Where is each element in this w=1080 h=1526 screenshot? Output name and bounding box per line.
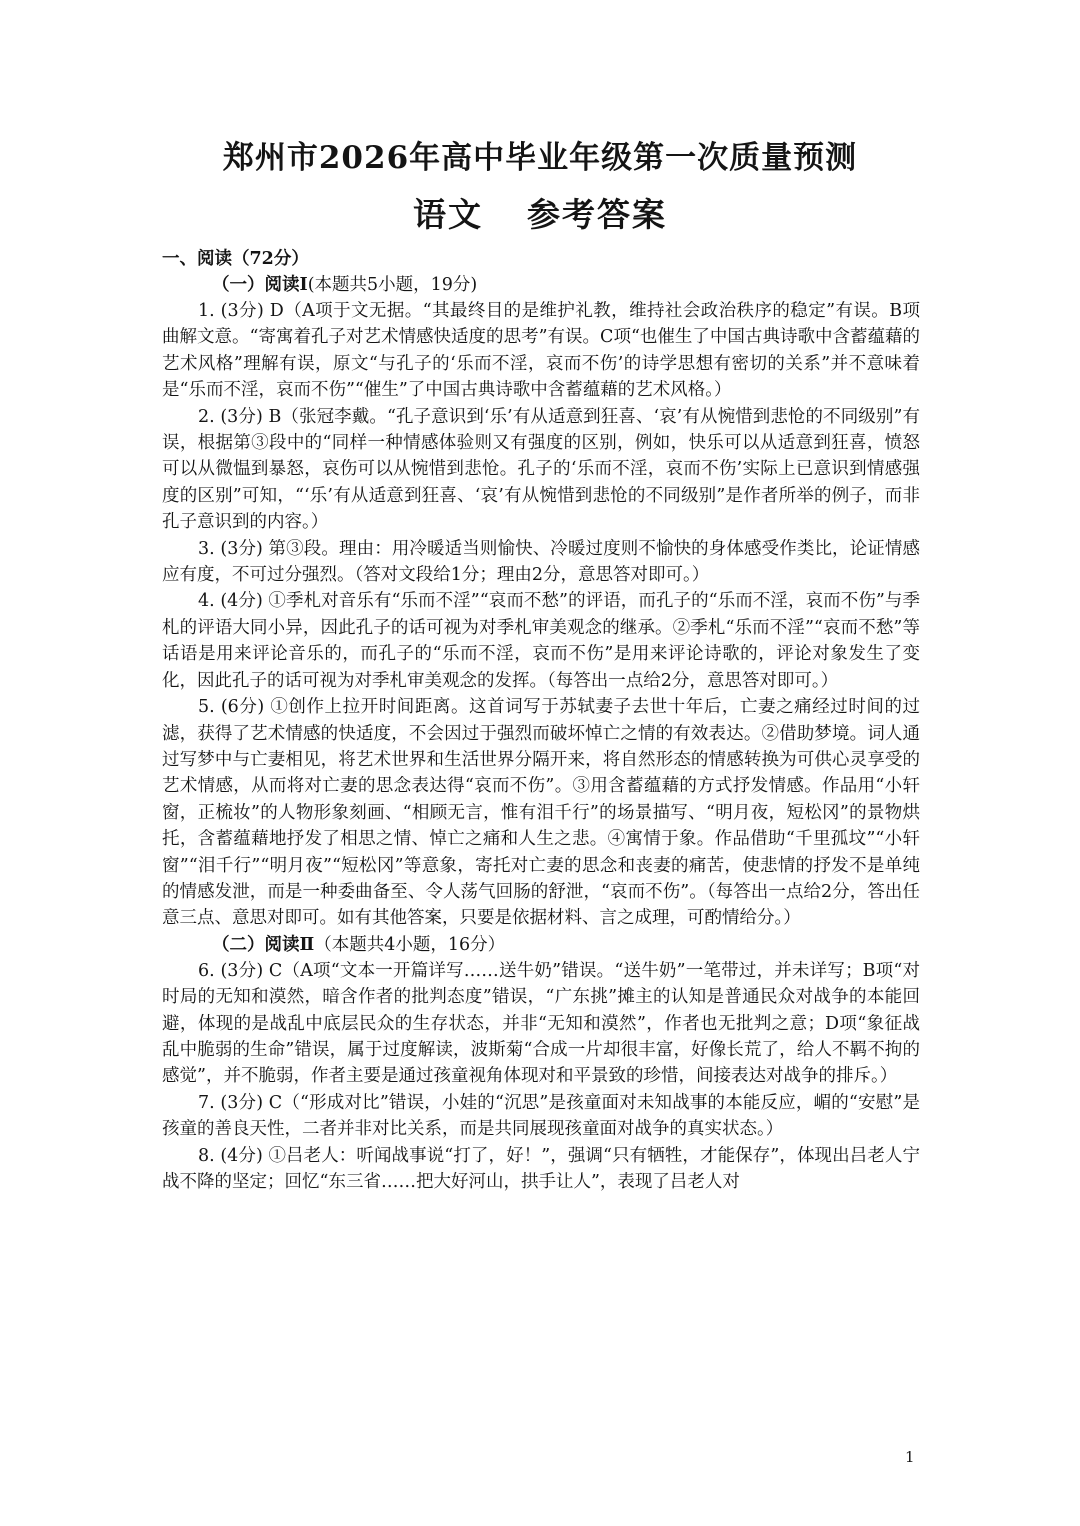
section-heading: 一、阅读（72分） <box>162 249 309 269</box>
subject-label: 语文 <box>413 195 483 234</box>
page-title: 郑州市2026年高中毕业年级第一次质量预测 <box>222 140 858 176</box>
subsection-label: （二）阅读Ⅱ <box>212 934 315 955</box>
subsection-note: （本题共4小题，16分） <box>314 934 506 955</box>
answer-key-label: 参考答案 <box>527 195 667 234</box>
answer-body <box>162 246 920 1195</box>
subsection-label: （一）阅读Ⅰ <box>212 275 308 295</box>
page-number: 1 <box>905 1448 915 1466</box>
answer-item-3: 3. (3分) 第③段。理由：用冷暖适当则愉快、冷暖过度则不愉快的身体感受作类比，论证情感应有度，不可过分强烈。（答对文段给1分；理由2分，意思答对即可。） <box>162 538 920 586</box>
page-subtitle <box>0 193 1080 237</box>
subsection-heading-reading-1 <box>162 272 920 298</box>
answer-item-5: 5. (6分) ①创作上拉开时间距离。这首词写于苏轼妻子去世十年后，亡妻之痛经过时间的过滤，获得了艺术情感的快适度，不会因过于强烈而破坏悼亡之情的有效表达。②借助梦境。词人通过写梦中与亡妻相见，将艺术世界和生活世界分隔开来，将自然形态的情感转换为可供心灵享受的艺术情感，从而将对亡妻的思念表达得“哀而不伤”。③用含蓄蕴藉的方式抒发情感。作品用“小轩窗，正梳妆”的人物形象刻画、“相顾无言，惟有泪千行”的场景描写、“明月夜，短松冈”的景物烘托，含蓄蕴藉地抒发了相思之情、悼亡之痛和人生之悲。④寓情于象。作品借助“千里孤坟”“小轩窗”“泪千行”“明月夜”“短松冈”等意象，寄托对亡妻的思念和丧妻的痛苦，使悲情的抒发不是单纯的情感发泄，而是一种委曲备至、令人荡气回肠的舒泄，“哀而不伤”。（每答出一点给2分，答出任意三点、意思对即可。如有其他答案，只要是依据材料、言之成理，可酌情给分。） <box>162 697 920 929</box>
answer-item-2: 2. (3分) B（张冠李戴。“孔子意识到‘乐’有从适意到狂喜、‘哀’有从惋惜到悲怆的不同级别”有误，根据第③段中的“同样一种情感体验则又有强度的区别，例如，快乐可以从适意到狂喜，愤怒可以从微愠到暴怒，哀伤可以从惋惜到悲怆。孔子的‘乐而不淫，哀而不伤’实际上已意识到情感强度的区别”可知，“‘乐’有从适意到狂喜、‘哀’有从惋惜到悲怆的不同级别”是作者所举的例子，而非孔子意识到的内容。） <box>162 406 920 533</box>
answer-item-7: 7. (3分) C（“形成对比”错误，小娃的“沉思”是孩童面对未知战事的本能反应，嵋的“安慰”是孩童的善良天性，二者并非对比关系，而是共同展现孩童面对战争的真实状态。） <box>162 1092 920 1140</box>
answer-item-1: 1. (3分) D（A项于文无据。“其最终目的是维护礼教，维持社会政治秩序的稳定”有误。B项曲解文意。“寄寓着孔子对艺术情感快适度的思考”有误。C项“也催生了中国古典诗歌中含蓄蕴藉的艺术风格”理解有误，原文“与孔子的‘乐而不淫，哀而不伤’的诗学思想有密切的关系”并不意味着是“乐而不淫，哀而不伤”“催生”了中国古典诗歌中含蓄蕴藉的艺术风格。） <box>162 301 920 401</box>
answer-item-4: 4. (4分) ①季札对音乐有“乐而不淫”“哀而不愁”的评语，而孔子的“乐而不淫，哀而不伤”与季札的评语大同小异，因此孔子的话可视为对季札审美观念的继承。②季札“乐而不淫”“哀而不愁”等话语是用来评论音乐的，而孔子的“乐而不淫，哀而不伤”是用来评论诗歌的，评论对象发生了变化，因此孔子的话可视为对季札审美观念的发挥。（每答出一点给2分，意思答对即可。） <box>162 591 920 691</box>
answer-item-6: 6. (3分) C（A项“文本一开篇详写……送牛奶”错误。“送牛奶”一笔带过，并未详写；B项“对时局的无知和漠然，暗含作者的批判态度”错误，“广东挑”摊主的认知是普通民众对战争的本能回避，体现的是战乱中底层民众的生存状态，并非“无知和漠然”，作者也无批判之意；D项“象征战乱中脆弱的生命”错误，属于过度解读，波斯菊“合成一片却很丰富，好像长荒了，给人不羁不拘的感觉”，并不脆弱，作者主要是通过孩童视角体现对和平景致的珍惜，间接表达对战争的排斥。） <box>162 960 920 1087</box>
subsection-heading-reading-2 <box>162 932 920 958</box>
answer-item-8: 8. (4分) ①吕老人：听闻战事说“打了，好！”，强调“只有牺牲，才能保存”，体现出吕老人宁战不降的坚定；回忆“东三省……把大好河山，拱手让人”，表现了吕老人对 <box>162 1145 920 1192</box>
subsection-note: (本题共5小题，19分) <box>307 275 478 295</box>
